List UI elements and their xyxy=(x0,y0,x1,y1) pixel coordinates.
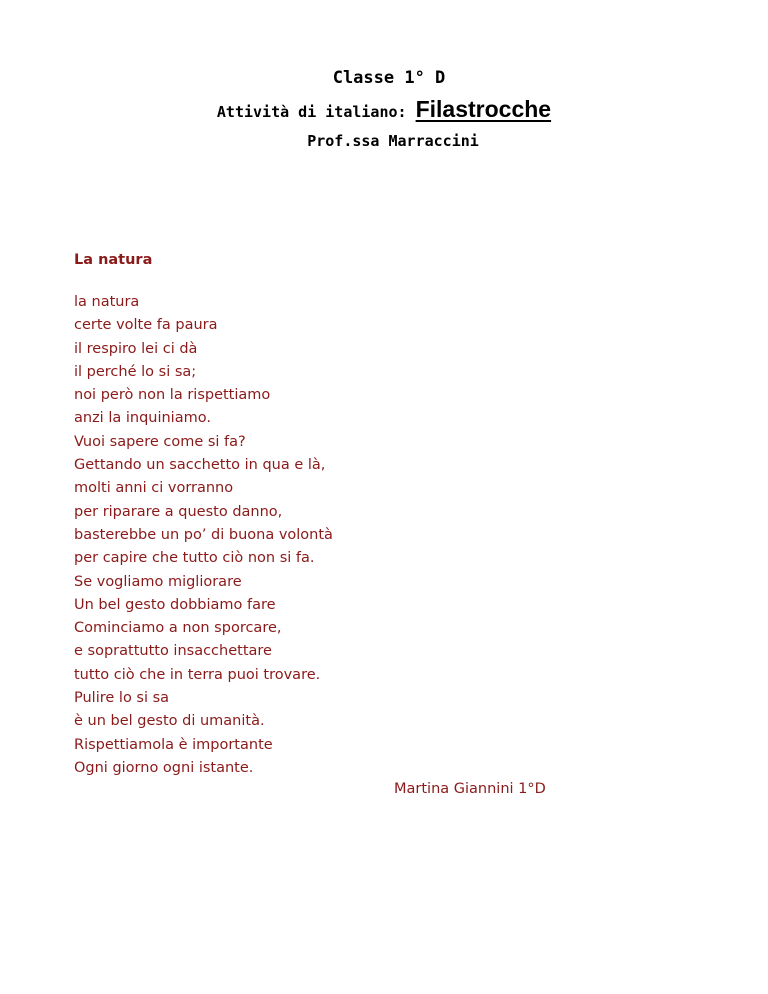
poem-line: certe volte fa paura xyxy=(74,317,218,334)
poem-line: la natura xyxy=(74,294,140,310)
poem-line: Ogni giorno ogni istante. xyxy=(74,759,254,776)
poem-line: basterebbe un po’ di buona volontà xyxy=(74,526,333,543)
poem-line: tutto ciò che in terra puoi trovare. xyxy=(74,666,321,683)
poem-line: Se vogliamo migliorare xyxy=(74,573,242,590)
poem-author: Martina Giannini 1°D xyxy=(394,781,546,797)
poem-lines xyxy=(74,291,333,780)
poem-line: Vuoi sapere come si fa? xyxy=(74,433,246,450)
poem xyxy=(74,249,333,780)
subject-title: Filastrocche xyxy=(415,96,552,122)
poem-line: il perché lo si sa; xyxy=(74,363,197,380)
poem-line: anzi la inquiniamo. xyxy=(74,410,211,427)
poem-title: La natura xyxy=(74,252,153,268)
poem-line: noi però non la rispettiamo xyxy=(74,387,271,404)
teacher-name: Prof.ssa Marraccini xyxy=(307,132,479,150)
class-heading: Classe 1° D xyxy=(332,68,446,88)
document-header xyxy=(0,66,768,154)
poem-line: per capire che tutto ciò non si fa. xyxy=(74,550,315,567)
poem-line: Rispettiamola è importante xyxy=(74,736,273,753)
subject-heading xyxy=(0,94,768,127)
poem-line: Un bel gesto dobbiamo fare xyxy=(74,596,276,613)
poem-line: molti anni ci vorranno xyxy=(74,480,234,497)
subject-label: Attività di italiano: xyxy=(216,103,416,121)
poem-line: è un bel gesto di umanità. xyxy=(74,713,265,730)
poem-line: e soprattutto insacchettare xyxy=(74,643,272,660)
poem-line: per riparare a questo danno, xyxy=(74,503,283,520)
poem-line: Pulire lo si sa xyxy=(74,690,170,707)
poem-line: Gettando un sacchetto in qua e là, xyxy=(74,457,326,474)
poem-line: il respiro lei ci dà xyxy=(74,340,198,357)
poem-line: Cominciamo a non sporcare, xyxy=(74,620,282,637)
